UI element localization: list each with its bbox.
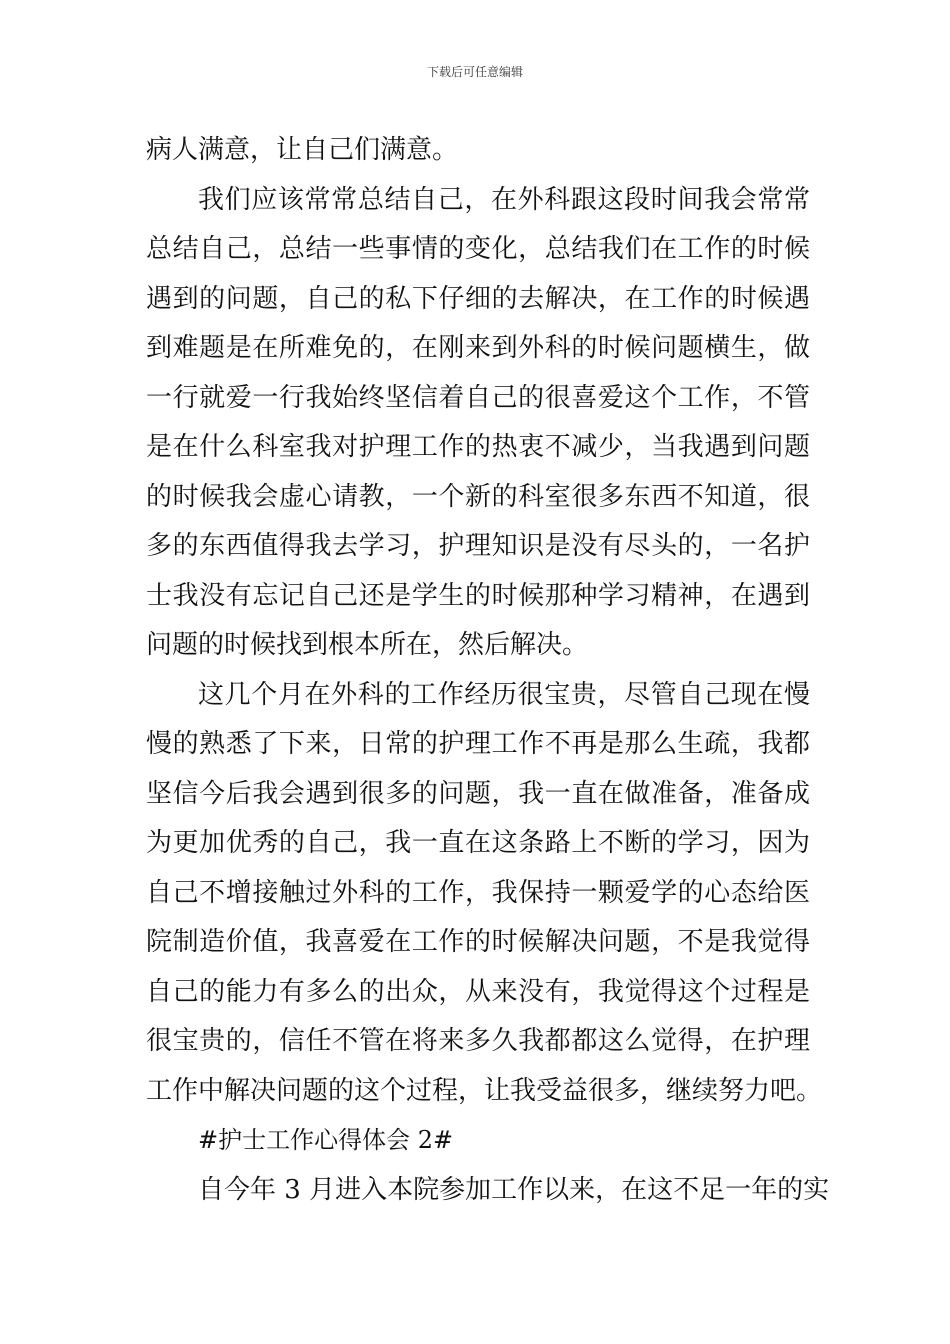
text-line: 总结自己，总结一些事情的变化，总结我们在工作的时候	[146, 234, 810, 264]
text-line: 到难题是在所难免的，在刚来到外科的时候问题横生，做	[146, 333, 810, 363]
text-line: 问题的时候找到根本所在，然后解决。	[146, 630, 589, 660]
text-line: 士我没有忘记自己还是学生的时候那种学习精神，在遇到	[146, 580, 810, 611]
text-line: 的时候我会虚心请教，一个新的科室很多东西不知道，很	[146, 481, 810, 512]
section-heading: #护士工作心得体会 2#	[198, 1126, 454, 1154]
text-line: 这几个月在外科的工作经历很宝贵，尽管自己现在慢	[198, 679, 810, 710]
text-line: 自今年 3 月进入本院参加工作以来，在这不足一年的实	[198, 1174, 830, 1205]
text-line: 我们应该常常总结自己，在外科跟这段时间我会常常	[198, 184, 810, 215]
page-header: 下载后可任意编辑	[426, 65, 523, 79]
text-line: 一行就爱一行我始终坚信着自己的很喜爱这个工作，不管	[146, 382, 810, 413]
text-line: 院制造价值，我喜爱在工作的时候解决问题，不是我觉得	[146, 927, 810, 957]
document-body	[146, 126, 830, 1215]
text-line: 病人满意，让自己们满意。	[146, 135, 459, 165]
text-line: 多的东西值得我去学习，护理知识是没有尽头的，一名护	[146, 531, 810, 561]
text-line: 坚信今后我会遇到很多的问题，我一直在做准备，准备成	[146, 778, 810, 809]
text-line: 遇到的问题，自己的私下仔细的去解决，在工作的时候遇	[146, 283, 810, 314]
text-line: 自己的能力有多么的出众，从来没有，我觉得这个过程是	[146, 976, 810, 1007]
text-line: 工作中解决问题的这个过程，让我受益很多，继续努力吧。	[146, 1075, 823, 1106]
text-line: 是在什么科室我对护理工作的热衷不减少，当我遇到问题	[146, 432, 810, 462]
text-line: 自己不增接触过外科的工作，我保持一颗爱学的心态给医	[146, 877, 810, 908]
text-line: 很宝贵的，信任不管在将来多久我都都这么觉得，在护理	[146, 1026, 810, 1056]
text-line: 为更加优秀的自己，我一直在这条路上不断的学习，因为	[146, 828, 810, 858]
text-line: 慢的熟悉了下来，日常的护理工作不再是那么生疏，我都	[146, 729, 810, 759]
